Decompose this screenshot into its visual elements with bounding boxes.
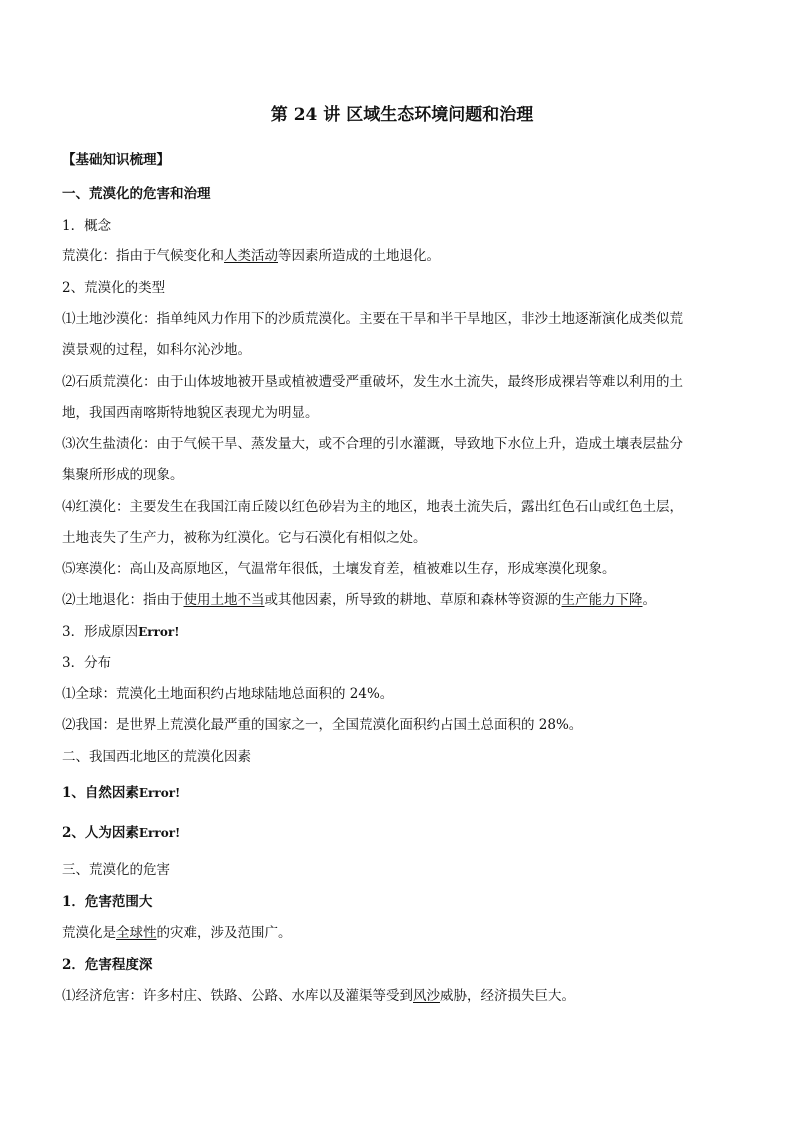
human-factors	[62, 823, 742, 843]
cause-heading	[62, 622, 742, 642]
harm-scope-heading: 1．危害范围大	[62, 894, 153, 910]
error-text: Error!	[138, 826, 181, 840]
concept-heading: 1．概念	[62, 218, 112, 234]
harm-scope-underlined: 全球性	[116, 925, 157, 941]
definition-text-a: 荒漠化：指由于气候变化和	[62, 248, 224, 264]
land-degradation	[62, 590, 742, 610]
economic-harm	[62, 986, 742, 1006]
type-3-line-1: ⑶次生盐渍化：由于气候干旱、蒸发量大，或不合理的引水灌溉，导致地下水位上升，造成土壤表层盐分	[62, 436, 683, 452]
heading-3: 三、荒漠化的危害	[62, 862, 170, 878]
error-text: Error!	[138, 625, 180, 639]
land-degradation-c: 。	[642, 592, 656, 608]
economic-harm-a: ⑴经济危害：许多村庄、铁路、公路、水库以及灌渠等受到	[62, 988, 413, 1004]
type-1-line-1: ⑴土地沙漠化：指单纯风力作用下的沙质荒漠化。主要在干旱和半干旱地区，非沙土地逐渐演化成类似荒	[62, 311, 683, 327]
type-4-line-1: ⑷红漠化：主要发生在我国江南丘陵以红色砂岩为主的地区，地表土流失后，露出红色石山或红色土层，	[62, 499, 683, 515]
page-title: 第 24 讲 区域生态环境问题和治理	[270, 105, 534, 125]
error-text: Error!	[138, 786, 181, 800]
human-factors-text: 2、人为因素	[62, 825, 139, 841]
type-2-line-1: ⑵石质荒漠化：由于山体坡地被开垦或植被遭受严重破坏，发生水土流失，最终形成裸岩等难以利用的土	[62, 374, 683, 390]
natural-factors-text: 1、自然因素	[62, 785, 139, 801]
distribution-heading: 3．分布	[62, 655, 112, 671]
type-1-line-2: 漠景观的过程，如科尔沁沙地。	[62, 342, 251, 358]
types-heading: 2、荒漠化的类型	[62, 280, 166, 296]
land-degradation-b: 或其他因素，所导致的耕地、草原和森林等资源的	[264, 592, 562, 608]
type-4-line-2: 土地丧失了生产力，被称为红漠化。它与石漠化有相似之处。	[62, 530, 427, 546]
section-header: 【基础知识梳理】	[62, 152, 170, 168]
economic-harm-underlined: 风沙	[413, 988, 440, 1004]
harm-scope-a: 荒漠化是	[62, 925, 116, 941]
harm-scope-b: 的灾难，涉及范围广。	[156, 925, 292, 941]
type-2-line-2: 地，我国西南喀斯特地貌区表现尤为明显。	[62, 405, 319, 421]
land-degradation-underlined-2: 生产能力下降	[561, 592, 643, 608]
land-degradation-a: ⑵土地退化：指由于	[62, 592, 184, 608]
type-5: ⑸寒漠化：高山及高原地区，气温常年很低，土壤发育差，植被难以生存，形成寒漠化现象。	[62, 561, 616, 577]
heading-2: 二、我国西北地区的荒漠化因素	[62, 749, 251, 765]
distribution-china: ⑵我国：是世界上荒漠化最严重的国家之一，全国荒漠化面积约占国土总面积的 28%。	[62, 717, 583, 733]
desertification-definition	[62, 246, 742, 266]
economic-harm-b: 威胁，经济损失巨大。	[440, 988, 575, 1004]
heading-1: 一、荒漠化的危害和治理	[62, 186, 211, 202]
cause-heading-text: 3．形成原因	[62, 624, 139, 640]
land-degradation-underlined-1: 使用土地不当	[183, 592, 265, 608]
harm-scope-text	[62, 923, 742, 943]
definition-text-b: 等因素所造成的土地退化。	[278, 248, 440, 264]
definition-underlined: 人类活动	[224, 248, 278, 264]
distribution-global: ⑴全球：荒漠化土地面积约占地球陆地总面积的 24%。	[62, 686, 394, 702]
natural-factors	[62, 783, 742, 803]
harm-degree-heading: 2．危害程度深	[62, 957, 153, 973]
type-3-line-2: 集聚所形成的现象。	[62, 467, 184, 483]
